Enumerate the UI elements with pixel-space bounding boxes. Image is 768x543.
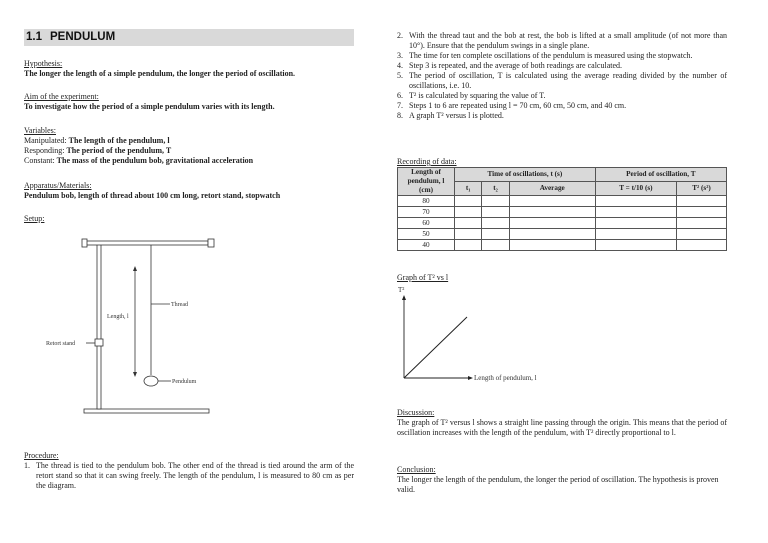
variables-heading: Variables:	[24, 126, 56, 135]
step-text: The period of oscillation, T is calculated using the average reading divided by the number of oscillations, i.e. 10.	[409, 71, 727, 90]
step-text: Steps 1 to 6 are repeated using l = 70 cm, 60 cm, 50 cm, and 40 cm.	[409, 101, 627, 110]
length-label: Length, l	[107, 314, 129, 320]
manipulated-label: Manipulated:	[24, 136, 67, 145]
step-number: 6.	[397, 91, 403, 100]
hypothesis-heading: Hypothesis:	[24, 59, 63, 68]
average-cell	[509, 229, 595, 240]
step-number: 1.	[24, 461, 30, 470]
graph-x-label: Length of pendulum, l	[474, 374, 537, 382]
setup-heading: Setup:	[24, 214, 45, 223]
table-row	[398, 229, 727, 240]
stand-rod	[97, 243, 101, 409]
average-cell	[509, 218, 595, 229]
constant-row	[24, 156, 354, 166]
procedure-step	[397, 101, 727, 111]
pendulum-diagram	[24, 229, 354, 429]
procedure-step	[397, 71, 727, 91]
left-column	[24, 29, 354, 490]
graph-x-arrow	[468, 376, 473, 380]
procedure-step	[397, 51, 727, 61]
graph-y-arrow	[402, 295, 406, 300]
procedure-step	[397, 91, 727, 101]
pendulum-label: Pendulum	[172, 379, 197, 385]
thread-label: Thread	[171, 302, 188, 308]
header-length: Length of pendulum, l (cm)	[398, 168, 455, 196]
header-period-group: Period of oscillation, T	[595, 168, 726, 182]
page-title	[24, 29, 354, 46]
procedure-section-left	[24, 451, 354, 491]
step-number: 5.	[397, 71, 403, 80]
manipulated-row	[24, 136, 354, 146]
graph-y-label: T²	[398, 286, 405, 294]
responding-label: Responding:	[24, 146, 65, 155]
hypothesis-section	[24, 59, 354, 79]
t2-cell	[482, 207, 509, 218]
table-row	[398, 196, 727, 207]
arm-cap-left	[82, 239, 87, 247]
apparatus-heading: Apparatus/Materials:	[24, 181, 92, 190]
step-number: 7.	[397, 101, 403, 110]
step-number: 4.	[397, 61, 403, 70]
setup-section	[24, 214, 354, 224]
t1-cell	[455, 207, 482, 218]
conclusion-text: The longer the length of the pendulum, the longer the period of oscillation. The hypothesis is proven valid.	[397, 475, 719, 494]
aim-heading: Aim of the experiment:	[24, 92, 99, 101]
step-text: Step 3 is repeated, and the average of both readings are calculated.	[409, 61, 623, 70]
right-column	[397, 31, 727, 494]
title-number: 1.1	[26, 31, 42, 43]
table-header-row	[398, 168, 727, 182]
t2-cell	[482, 196, 509, 207]
procedure-step	[397, 31, 727, 51]
recording-heading: Recording of data:	[397, 157, 457, 166]
responding-row	[24, 146, 354, 156]
table-row	[398, 218, 727, 229]
stand-arm	[86, 241, 208, 245]
data-table	[397, 167, 727, 251]
t-squared-cell	[677, 207, 727, 218]
graph-line	[404, 317, 467, 378]
t2-cell	[482, 240, 509, 251]
length-cell: 80	[398, 196, 455, 207]
discussion-text: The graph of T² versus l shows a straight line passing through the origin. This means that the period of oscillation increases with the length of the pendulum, with T² directly proportional to l.	[397, 418, 727, 437]
pendulum-bob	[144, 376, 158, 386]
procedure-step	[24, 461, 354, 491]
procedure-heading: Procedure:	[24, 451, 59, 460]
period-cell	[595, 207, 676, 218]
step-number: 8.	[397, 111, 403, 120]
header-time-group: Time of oscillations, t (s)	[455, 168, 596, 182]
step-number: 2.	[397, 31, 403, 40]
average-cell	[509, 240, 595, 251]
header-t1: t₁	[455, 182, 482, 196]
length-arrow-top	[133, 266, 137, 271]
step-text: A graph T² versus l is plotted.	[409, 111, 504, 120]
length-cell: 70	[398, 207, 455, 218]
retort-stand-label: Retort stand	[46, 341, 76, 347]
procedure-step	[397, 111, 727, 121]
discussion-section	[397, 408, 727, 438]
period-cell	[595, 196, 676, 207]
responding-value: The period of the pendulum, T	[66, 146, 172, 155]
hypothesis-text: The longer the length of a simple pendulum, the longer the period of oscillation.	[24, 69, 296, 78]
apparatus-text: Pendulum bob, length of thread about 100 cm long, retort stand, stopwatch	[24, 191, 281, 200]
t1-cell	[455, 196, 482, 207]
procedure-list-left	[24, 461, 354, 491]
period-cell	[595, 229, 676, 240]
constant-value: The mass of the pendulum bob, gravitational acceleration	[56, 156, 254, 165]
manipulated-value: The length of the pendulum, l	[68, 136, 170, 145]
aim-section	[24, 92, 354, 112]
length-arrow-bottom	[133, 372, 137, 377]
aim-text: To investigate how the period of a simple pendulum varies with its length.	[24, 102, 275, 111]
average-cell	[509, 196, 595, 207]
t-squared-cell	[677, 196, 727, 207]
step-number: 3.	[397, 51, 403, 60]
length-cell: 40	[398, 240, 455, 251]
t1-cell	[455, 240, 482, 251]
procedure-step	[397, 61, 727, 71]
length-cell: 60	[398, 218, 455, 229]
t2-cell	[482, 218, 509, 229]
stand-base	[84, 409, 209, 413]
step-text: With the thread taut and the bob at rest, the bob is lifted at a small amplitude (of not more than 10°). Ensure that the pendulum swings in a single plane.	[409, 31, 727, 50]
graph-section	[397, 273, 727, 383]
table-row	[398, 207, 727, 218]
header-period: T = t/10 (s)	[595, 182, 676, 196]
period-cell	[595, 240, 676, 251]
graph-sketch	[397, 283, 727, 383]
discussion-heading: Discussion:	[397, 408, 435, 417]
t-squared-cell	[677, 229, 727, 240]
t2-cell	[482, 229, 509, 240]
t-squared-cell	[677, 218, 727, 229]
constant-label: Constant:	[24, 156, 55, 165]
average-cell	[509, 207, 595, 218]
title-text: PENDULUM	[50, 31, 116, 43]
step-text: The time for ten complete oscillations of the pendulum is measured using the stopwatch.	[409, 51, 693, 60]
conclusion-section	[397, 465, 727, 495]
header-t-squared: T² (s²)	[677, 182, 727, 196]
header-t2: t₂	[482, 182, 509, 196]
setup-diagram	[24, 229, 354, 429]
t-squared-cell	[677, 240, 727, 251]
period-cell	[595, 218, 676, 229]
recording-section	[397, 157, 727, 251]
header-average: Average	[509, 182, 595, 196]
graph-title: Graph of T² vs l	[397, 273, 449, 282]
table-row	[398, 240, 727, 251]
conclusion-heading: Conclusion:	[397, 465, 436, 474]
step-text: T² is calculated by squaring the value of T.	[409, 91, 546, 100]
t1-cell	[455, 218, 482, 229]
arm-cap-right	[208, 239, 214, 247]
stand-clamp	[95, 339, 103, 346]
step-text: The thread is tied to the pendulum bob. The other end of the thread is tied around the arm of the retort stand so that it can swing freely. The length of the pendulum, l is measured to 80 cm as per the diagram.	[36, 461, 354, 490]
variables-section	[24, 126, 354, 166]
length-cell: 50	[398, 229, 455, 240]
t1-cell	[455, 229, 482, 240]
procedure-list-right	[397, 31, 727, 121]
apparatus-section	[24, 181, 354, 201]
